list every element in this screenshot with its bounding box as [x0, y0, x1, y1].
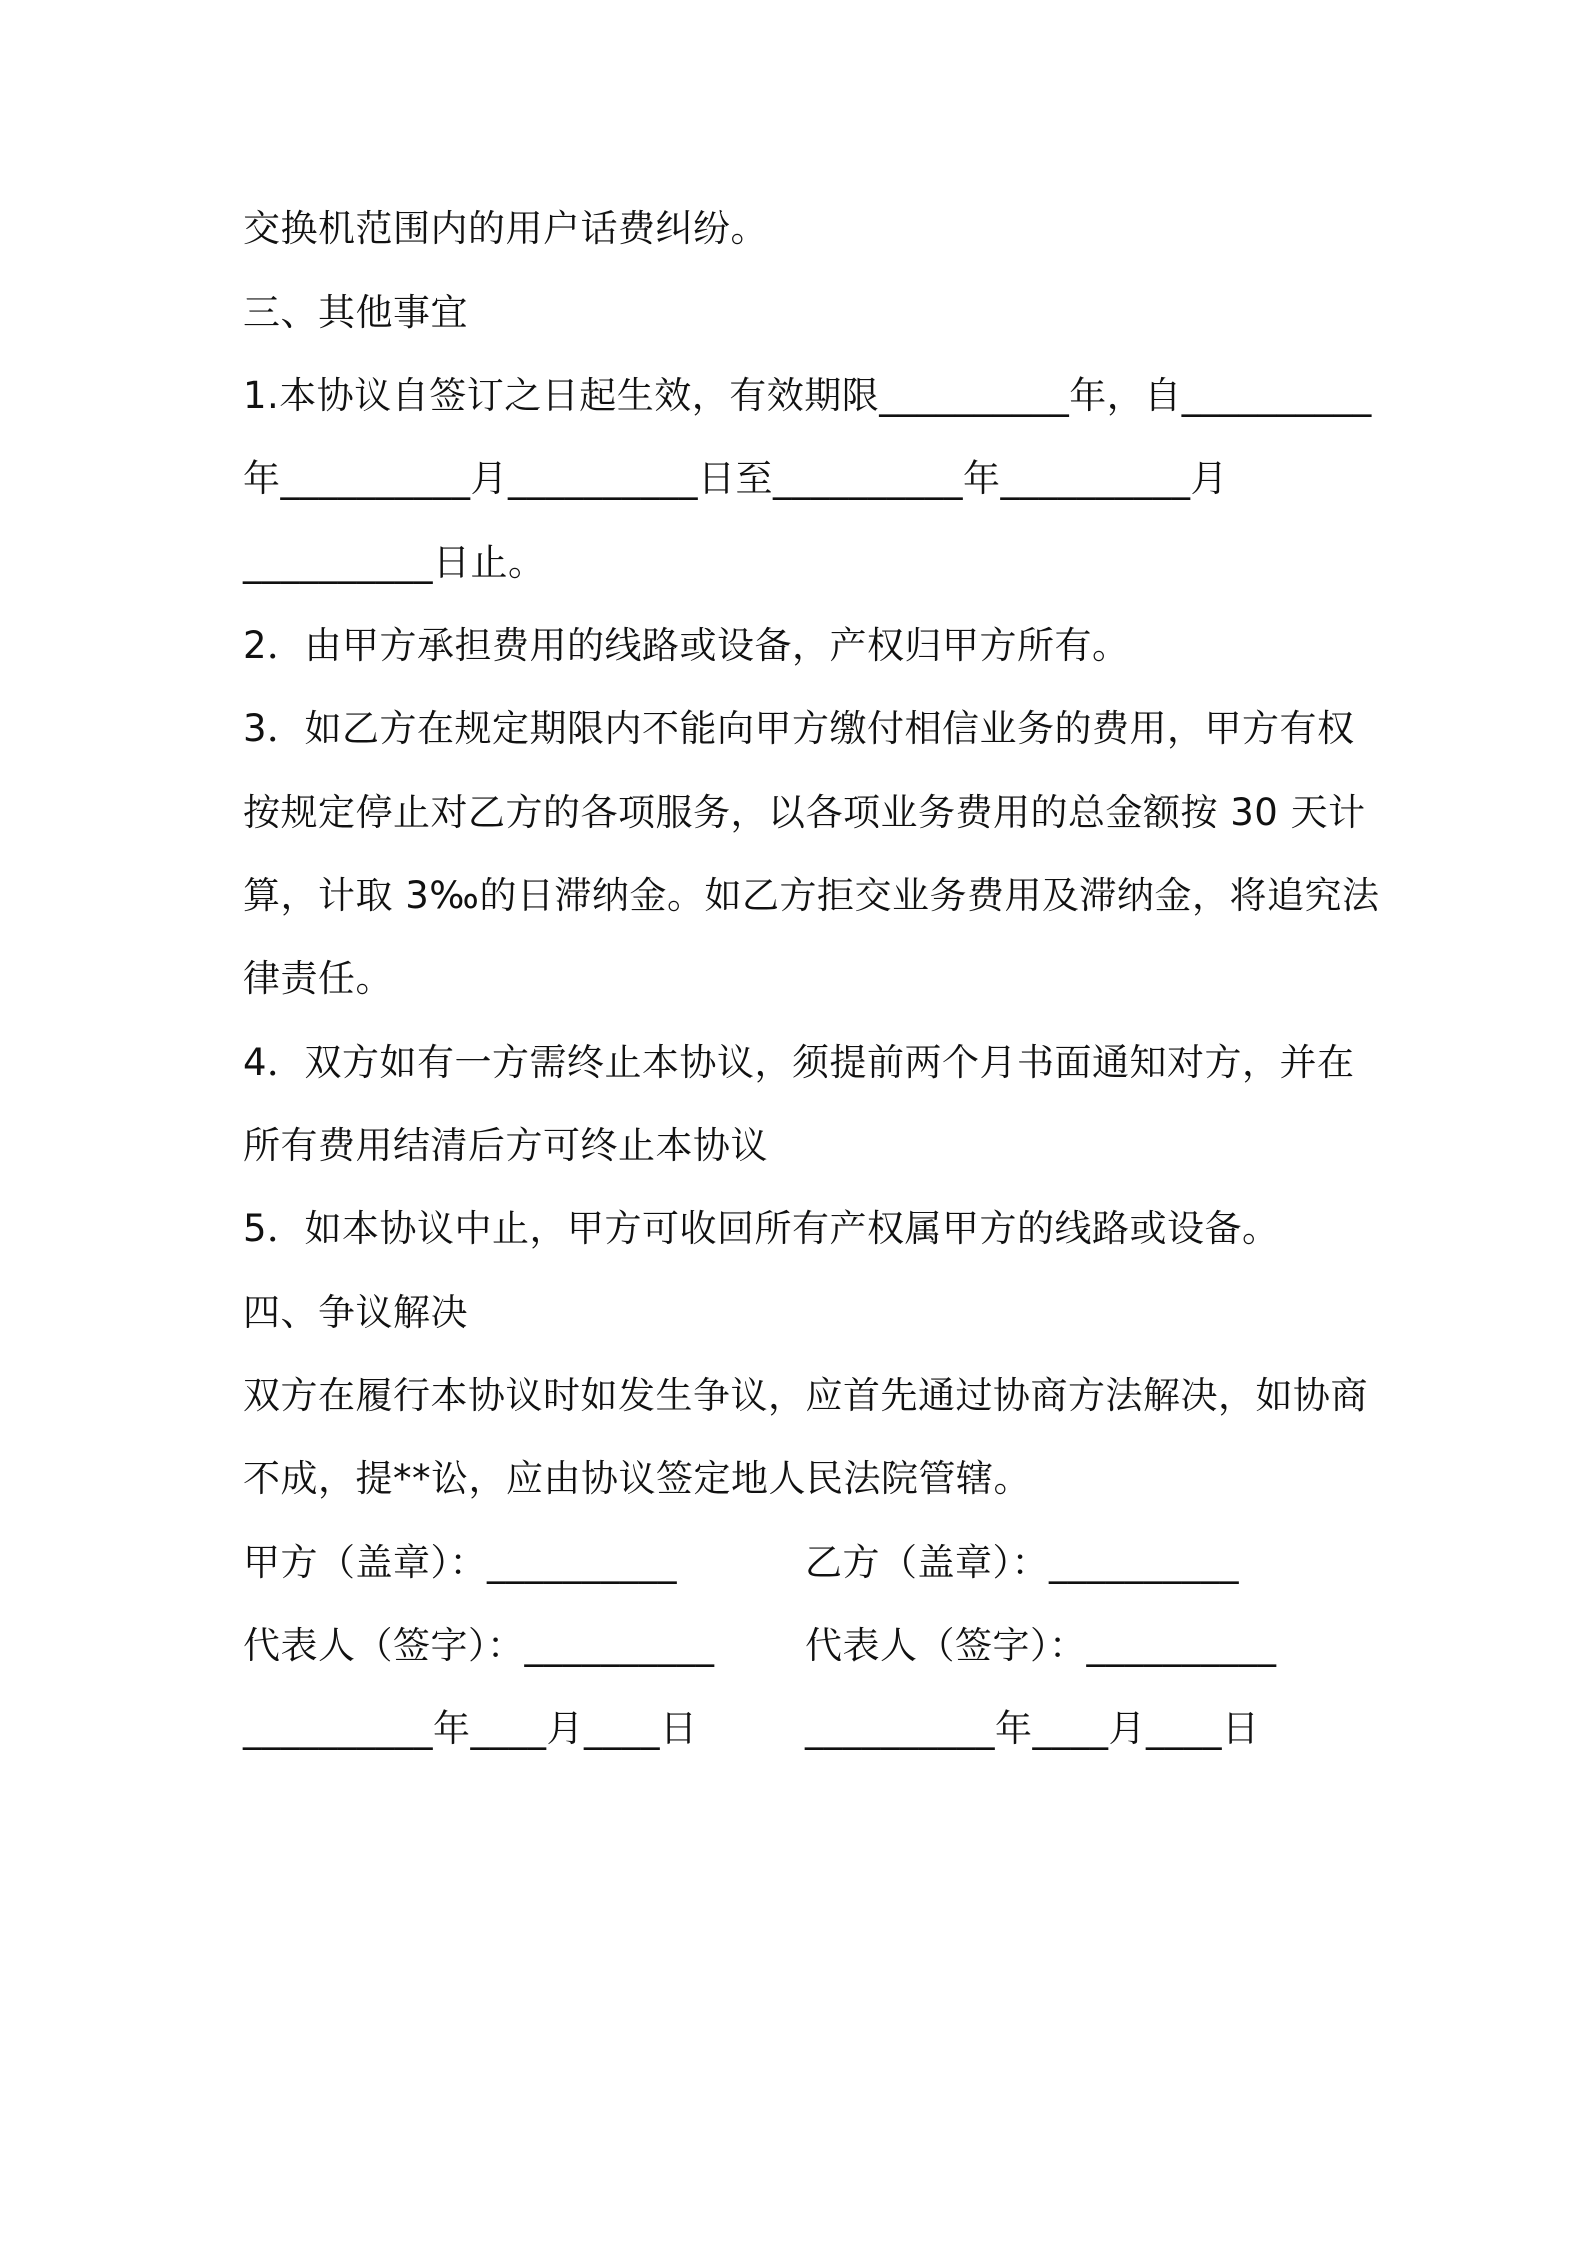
party-b-seal: 乙方（盖章）：__________ — [805, 1541, 1239, 1584]
party-b-date: __________年____月____日 — [805, 1707, 1260, 1750]
clause-4-line-2: 所有费用结清后方可终止本协议 — [243, 1124, 768, 1167]
party-a-representative: 代表人（签字）：__________ — [243, 1624, 715, 1667]
text-line-scope-end: 交换机范围内的用户话费纠纷。 — [243, 207, 768, 250]
clause-3-line-4: 律责任。 — [243, 957, 393, 1000]
clause-5: 5．如本协议中止，甲方可收回所有产权属甲方的线路或设备。 — [243, 1207, 1280, 1250]
section-heading-dispute: 四、争议解决 — [243, 1291, 468, 1334]
party-a-date: __________年____月____日 — [243, 1707, 698, 1750]
clause-3-line-1: 3．如乙方在规定期限内不能向甲方缴付相信业务的费用，甲方有权 — [243, 707, 1355, 750]
clause-3-line-3: 算，计取 3‰的日滞纳金。如乙方拒交业务费用及滞纳金，将追究法 — [243, 874, 1380, 917]
clause-4-line-1: 4．双方如有一方需终止本协议，须提前两个月书面通知对方，并在 — [243, 1041, 1355, 1084]
clause-3-line-2: 按规定停止对乙方的各项服务，以各项业务费用的总金额按 30 天计 — [243, 791, 1366, 834]
clause-1-line-2: 年__________月__________日至__________年__________月 — [243, 457, 1228, 500]
party-a-seal: 甲方（盖章）：__________ — [243, 1541, 677, 1584]
clause-1-line-3: __________日止。 — [243, 541, 546, 584]
dispute-line-2: 不成，提**讼，应由协议签定地人民法院管辖。 — [243, 1457, 1031, 1500]
section-heading-other-matters: 三、其他事宜 — [243, 291, 468, 334]
clause-2: 2．由甲方承担费用的线路或设备，产权归甲方所有。 — [243, 624, 1130, 667]
dispute-line-1: 双方在履行本协议时如发生争议，应首先通过协商方法解决，如协商 — [243, 1374, 1368, 1417]
clause-1-line-1: 1.本协议自签订之日起生效，有效期限__________年，自__________ — [243, 374, 1372, 417]
party-b-representative: 代表人（签字）：__________ — [805, 1624, 1277, 1667]
